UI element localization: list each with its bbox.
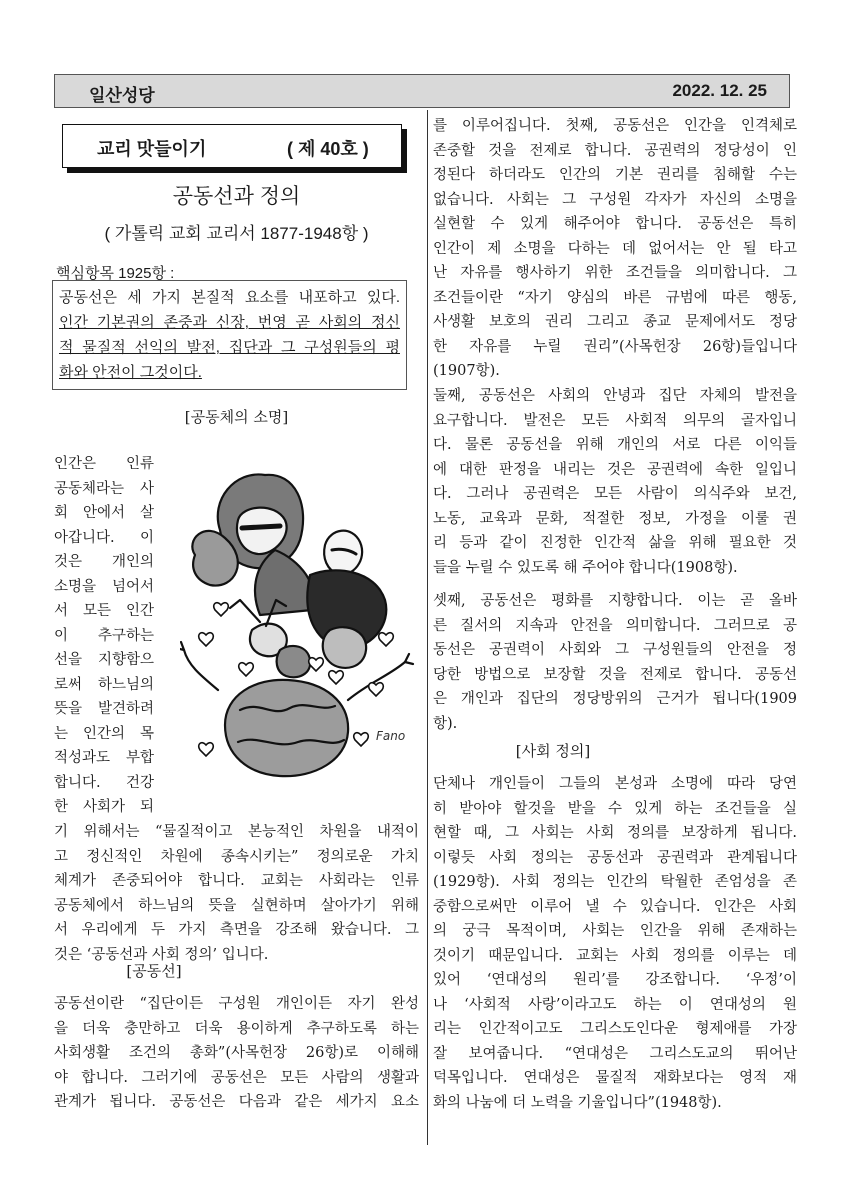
text-line: 체계가 존중되어야 합니다. 교회는 사회라는 인류	[54, 873, 419, 889]
text-line: 것이기 때문입니다. 교회는 사회 정의를 이루는 데	[433, 947, 797, 964]
text-line: 서 우리에게 두 가지 측면을 강조해 왔습니다. 그	[54, 922, 419, 938]
text-line: 은 개인과 집단의 정당방위의 근거가 됩니다(1909	[433, 691, 797, 707]
main-title: 공동선과 정의	[172, 185, 301, 208]
text-line: (1907항).	[433, 363, 500, 379]
text-line: 셋째, 공동선은 평화를 지향합니다. 이는 곧 올바	[433, 593, 797, 609]
parish-name: 일산성당	[89, 86, 155, 105]
text-line: 다. 물론 공동선을 위해 개인의 서로 다른 이익들	[433, 437, 797, 453]
text-line: 른 질서의 지속과 안전을 의미합니다. 그러므로 공	[433, 617, 797, 634]
text-line: 뜻을 발견하려	[54, 701, 154, 717]
key-item-label: 핵심항목 1925항 :	[56, 265, 175, 282]
text-line: 한 자유를 누릴 권리”(사목헌장 26항)들입니다	[433, 338, 797, 355]
column-divider	[427, 110, 428, 1145]
section-heading-justice: [사회 정의]	[515, 742, 591, 760]
right-paragraph-second	[433, 384, 797, 580]
key-line: 화와 안전이 그것이다.	[59, 364, 202, 381]
text-line: 것은 ‘공동선과 사회 정의’ 입니다.	[54, 946, 269, 963]
illustration-image	[180, 450, 418, 780]
header-bar	[54, 74, 790, 108]
text-line: 공동체에서 하느님의 뜻을 실현하며 살아가기 위해	[54, 897, 419, 914]
text-line: 을 더욱 충만하고 더욱 용이하게 추구하도록 하는	[54, 1020, 419, 1037]
series-title-box	[62, 124, 402, 168]
common-good-paragraph	[54, 992, 419, 1115]
text-line: 사회생활 조건의 총화”(사목헌장 26항)로 이해해	[54, 1045, 419, 1061]
text-line: 리 등과 같이 진정한 인간적 삶을 위해 필요한 것	[433, 535, 797, 551]
key-line: 적 물질적 선익의 발전, 집단과 그 구성원들의 평	[59, 339, 400, 356]
section-heading-common-good: [공동선]	[126, 962, 182, 980]
text-line: 정된다 하더라도 인간의 기본 권리를 침해할 수는	[433, 167, 797, 183]
issue-date: 2022. 12. 25	[672, 81, 767, 100]
text-line: 인간은 인류	[54, 456, 154, 472]
right-paragraph-first	[433, 114, 797, 384]
text-line: 에 대한 판정을 내리는 것은 공권력에 속한 일입니	[433, 461, 797, 478]
text-line: 조건들이란 “자기 양심의 바른 규범에 따른 행동,	[433, 289, 797, 306]
key-line: 공동선은 세 가지 본질적 요소를 내포하고 있다.	[59, 289, 400, 306]
text-line: 선을 지향함으	[54, 652, 154, 668]
series-title: 교리 맛들이기	[97, 139, 207, 159]
text-line: 당한 방법으로 보장할 것을 전제로 합니다. 공동선	[433, 666, 797, 683]
text-line: 것은 개인의	[54, 554, 154, 570]
justice-paragraph	[433, 772, 797, 1115]
section-heading-vocation: [공동체의 소명]	[184, 408, 289, 426]
issue-number: ( 제 40호 )	[287, 139, 369, 159]
text-line: 야 합니다. 그러기에 공동선은 모든 사람의 생활과	[54, 1069, 419, 1086]
key-line: 인간 기본권의 존중과 신장, 번영 곧 사회의 정신	[59, 314, 400, 331]
text-line: 는 인간의 목	[54, 725, 154, 742]
text-line: 없습니다. 사회는 그 구성원 각자가 자신의 소명을	[433, 191, 797, 208]
text-line: 히 받아야 할것을 받을 수 있게 하는 조건들을 실	[433, 800, 797, 817]
text-line: 항).	[433, 715, 458, 732]
text-line: 서 모든 인간	[54, 603, 154, 619]
text-line: 있어 ‘연대성의 원리’를 강조합니다. ‘우정’이	[433, 972, 797, 988]
text-line: 현할 때, 그 사회는 사회 정의를 보장하게 됩니다.	[433, 825, 797, 841]
text-line: 난 자유를 행사하기 위한 조건들을 의미합니다. 그	[433, 265, 797, 281]
text-line: 인간이 제 소명을 다하는 데 없어서는 안 될 타고	[433, 240, 797, 257]
text-line: 한 사회가 되	[54, 799, 154, 815]
text-line: 소명을 넘어서	[54, 578, 154, 595]
text-line: 둘째, 공동선은 사회의 안녕과 집단 자체의 발전을	[433, 388, 797, 404]
text-line: 덕목입니다. 연대성은 물질적 재화보다는 영적 재	[433, 1070, 797, 1086]
text-line: 들을 누릴 수 있도록 해 주어야 합니다(1908항).	[433, 559, 738, 576]
text-line: 동선은 공권력이 사회와 그 구성원들의 안전을 정	[433, 642, 797, 658]
text-line: 고 정신적인 차원에 종속시키는” 정의로운 가치	[54, 848, 419, 865]
text-line: 공동선이란 “집단이든 구성원 개인이든 자기 완성	[54, 996, 419, 1012]
text-line: 사생활 보호의 권리 그리고 종교 문제에서도 정당	[433, 314, 797, 330]
key-item-box	[52, 280, 407, 390]
text-line: 잘 보여줍니다. “연대성은 그리스도교의 뛰어난	[433, 1045, 797, 1062]
text-line: 단체나 개인들이 그들의 본성과 소명에 따라 당연	[433, 776, 797, 792]
text-line: 회 안에서 살	[54, 505, 154, 521]
text-line: 노동, 교육과 문화, 적절한 정보, 가정을 이룰 권	[433, 510, 797, 527]
text-line: 리는 인간적이고도 그리스도인다운 형제애를 가장	[433, 1021, 797, 1037]
text-line: 존중할 것을 전제로 합니다. 공권력의 정당성이 인	[433, 142, 797, 159]
text-line: 를 이루어집니다. 첫째, 공동선은 인간을 인격체로	[433, 118, 797, 134]
text-line: 이렇듯 사회 정의는 공동선과 공권력과 관계됩니다	[433, 849, 797, 866]
text-line: 합니다. 건강	[54, 774, 154, 791]
vocation-wide-paragraph	[54, 820, 419, 967]
text-line: (1929항). 사회 정의는 인간의 탁월한 존엄성을 존	[433, 874, 797, 890]
text-line: 화의 나눔에 더 노력을 기울입니다”(1948항).	[433, 1094, 722, 1111]
text-line: 공동체라는 사	[54, 480, 154, 497]
text-line: 다. 그러나 공권력은 모든 사람이 의식주와 보건,	[433, 486, 797, 502]
text-line: 기 위해서는 “물질적이고 본능적인 차원을 내적이	[54, 824, 419, 840]
right-paragraph-third	[433, 589, 797, 736]
text-line: 의 궁극 목적이며, 사회는 인간을 위해 존재하는	[433, 923, 797, 939]
text-line: 중함으로써만 이루어 낼 수 있습니다. 인간은 사회	[433, 898, 797, 915]
vocation-narrow-paragraph	[54, 452, 154, 820]
text-line: 적성과도 부합	[54, 750, 154, 766]
text-line: 관계가 됩니다. 공동선은 다음과 같은 세가지 요소	[54, 1094, 419, 1110]
text-line: 로써 하느님의	[54, 676, 154, 693]
text-line: 아갑니다. 이	[54, 529, 154, 546]
text-line: 나 ‘사회적 사랑’이라고도 하는 이 연대성의 원	[433, 996, 797, 1013]
sub-title: ( 가톨릭 교회 교리서 1877-1948항 )	[104, 224, 369, 243]
text-line: 이 추구하는	[54, 627, 154, 644]
text-line: 실현할 수 있게 해주어야 합니다. 공동선은 특히	[433, 216, 797, 232]
illustration-signature: Fano	[376, 729, 406, 743]
text-line: 요구합니다. 발전은 모든 사회적 의무의 골자입니	[433, 412, 797, 429]
